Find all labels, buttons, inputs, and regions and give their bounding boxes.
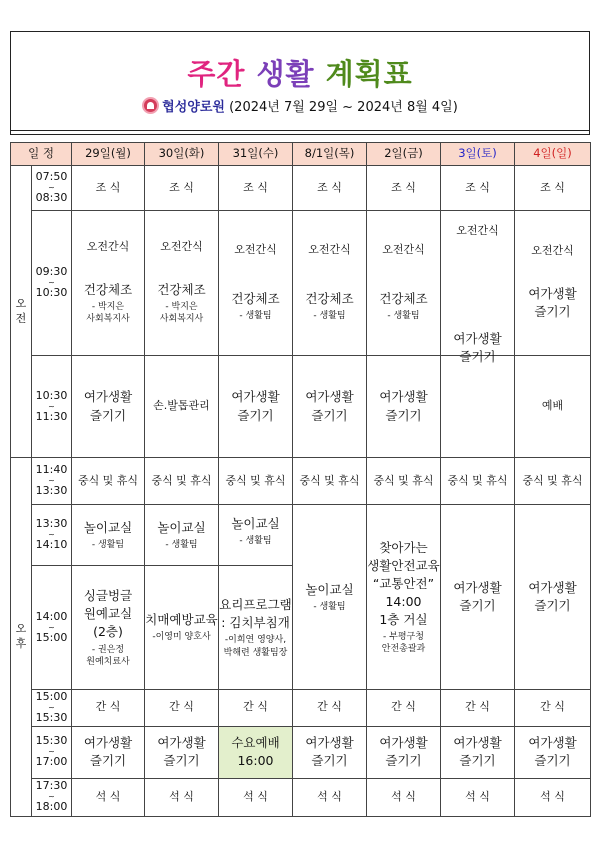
cell-dinner: 석 식	[219, 778, 293, 816]
cell-snack: 간 식	[145, 690, 219, 727]
cell-snack: 간 식	[219, 690, 293, 727]
header-box	[10, 31, 590, 135]
cell-thu-1030: 여가생활 즐기기	[293, 356, 367, 458]
cell-tue-1330: 놀이교실 - 생활팀	[145, 505, 219, 566]
cell-wed-1030: 여가생활 즐기기	[219, 356, 293, 458]
cell-dinner: 석 식	[367, 778, 441, 816]
row-lunch	[11, 458, 591, 505]
cell-sun-1030: 예배	[515, 356, 591, 458]
time-slot: 17:30 ~ 18:00	[32, 778, 72, 816]
cell-snack: 간 식	[72, 690, 145, 727]
cell-dinner: 석 식	[515, 778, 591, 816]
title-part-weekly: 주간	[187, 57, 246, 91]
cell-snack: 간 식	[515, 690, 591, 727]
row-1330	[11, 505, 591, 566]
cell-lunch: 중식 및 휴식	[145, 458, 219, 505]
row-breakfast	[11, 166, 591, 211]
header-divider	[11, 130, 589, 131]
cell-dinner: 석 식	[293, 778, 367, 816]
cell-sat-pm: 여가생활 즐기기	[441, 505, 515, 690]
cell-dinner: 석 식	[441, 778, 515, 816]
cell-breakfast: 조 식	[441, 166, 515, 211]
subtitle	[11, 96, 589, 115]
date-range: (2024년 7월 29일 ~ 2024년 8월 4일)	[229, 100, 458, 115]
schedule-header: 일 정	[11, 143, 72, 166]
cell-sat-0930: 오전간식	[441, 211, 515, 356]
time-slot: 11:40 ~ 13:30	[32, 458, 72, 505]
cell-thu-0930: 오전간식 건강체조 - 생활팀	[293, 211, 367, 356]
time-slot: 14:00 ~ 15:00	[32, 566, 72, 690]
period-pm: 오 후	[11, 458, 32, 817]
organization-logo-icon	[142, 97, 159, 114]
time-slot: 07:50 ~ 08:30	[32, 166, 72, 211]
cell-tue-1530: 여가생활 즐기기	[145, 726, 219, 778]
cell-mon-0930: 오전간식 건강체조 - 박지은 사회복지사	[72, 211, 145, 356]
cell-lunch: 중식 및 휴식	[441, 458, 515, 505]
cell-mon-1030: 여가생활 즐기기	[72, 356, 145, 458]
cell-tue-1030: 손.발톱관리	[145, 356, 219, 458]
time-slot: 15:00 ~ 15:30	[32, 690, 72, 727]
cell-breakfast: 조 식	[219, 166, 293, 211]
cell-mon-1530: 여가생활 즐기기	[72, 726, 145, 778]
day-header-wed: 31일(수)	[219, 143, 293, 166]
time-slot: 10:30 ~ 11:30	[32, 356, 72, 458]
cell-dinner: 석 식	[72, 778, 145, 816]
cell-snack: 간 식	[441, 690, 515, 727]
schedule-table	[10, 142, 591, 817]
cell-fri-1530: 여가생활 즐기기	[367, 726, 441, 778]
cell-fri-0930: 오전간식 건강체조 - 생활팀	[367, 211, 441, 356]
day-header-fri: 2일(금)	[367, 143, 441, 166]
period-am: 오 전	[11, 166, 32, 458]
row-snack	[11, 690, 591, 727]
cell-wed-0930: 오전간식 건강체조 - 생활팀	[219, 211, 293, 356]
cell-fri-pm: 찾아가는 생활안전교육 “교통안전” 14:00 1층 거실 - 부평구청 안전총괄과	[367, 505, 441, 690]
title-part-plan: 계획표	[325, 57, 413, 91]
cell-dinner: 석 식	[145, 778, 219, 816]
time-slot: 09:30 ~ 10:30	[32, 211, 72, 356]
cell-breakfast: 조 식	[293, 166, 367, 211]
cell-snack: 간 식	[293, 690, 367, 727]
header-row	[11, 143, 591, 166]
time-slot: 13:30 ~ 14:10	[32, 505, 72, 566]
cell-breakfast: 조 식	[515, 166, 591, 211]
cell-breakfast: 조 식	[367, 166, 441, 211]
row-1030	[11, 356, 591, 458]
day-header-sat: 3일(토)	[441, 143, 515, 166]
day-header-mon: 29일(월)	[72, 143, 145, 166]
cell-breakfast: 조 식	[145, 166, 219, 211]
cell-snack: 간 식	[367, 690, 441, 727]
cell-sat-1030: 여가생활 즐기기	[441, 356, 515, 458]
title-part-life: 생활	[256, 57, 315, 91]
cell-lunch: 중식 및 휴식	[515, 458, 591, 505]
cell-mon-1400: 싱글벙글 원예교실 (2층) - 권은정 원예치료사	[72, 566, 145, 690]
cell-tue-1400: 치매예방교육 -이영미 양호사	[145, 566, 219, 690]
cell-thu-1530: 여가생활 즐기기	[293, 726, 367, 778]
cell-fri-1030: 여가생활 즐기기	[367, 356, 441, 458]
cell-wed-1330: 놀이교실 - 생활팀	[219, 505, 293, 566]
organization-name: 협성양로원	[162, 100, 225, 115]
cell-lunch: 중식 및 휴식	[293, 458, 367, 505]
cell-lunch: 중식 및 휴식	[72, 458, 145, 505]
cell-thu-pm: 놀이교실 - 생활팀	[293, 505, 367, 690]
cell-sun-pm: 여가생활 즐기기	[515, 505, 591, 690]
cell-breakfast: 조 식	[72, 166, 145, 211]
cell-lunch: 중식 및 휴식	[367, 458, 441, 505]
cell-tue-0930: 오전간식 건강체조 - 박지은 사회복지사	[145, 211, 219, 356]
day-header-sun: 4일(일)	[515, 143, 591, 166]
day-header-thu: 8/1일(목)	[293, 143, 367, 166]
cell-wed-worship: 수요예배 16:00	[219, 726, 293, 778]
time-slot: 15:30 ~ 17:00	[32, 726, 72, 778]
cell-wed-1400: 요리프로그램 : 김치부침개 -이희연 영양사, 박해련 생활팀장	[219, 566, 293, 690]
cell-sat-1530: 여가생활 즐기기	[441, 726, 515, 778]
cell-sun-0930: 오전간식 여가생활 즐기기	[515, 211, 591, 356]
cell-mon-1330: 놀이교실 - 생활팀	[72, 505, 145, 566]
cell-lunch: 중식 및 휴식	[219, 458, 293, 505]
row-1530	[11, 726, 591, 778]
row-dinner	[11, 778, 591, 816]
page-title	[11, 52, 589, 93]
cell-sun-1530: 여가생활 즐기기	[515, 726, 591, 778]
day-header-tue: 30일(화)	[145, 143, 219, 166]
